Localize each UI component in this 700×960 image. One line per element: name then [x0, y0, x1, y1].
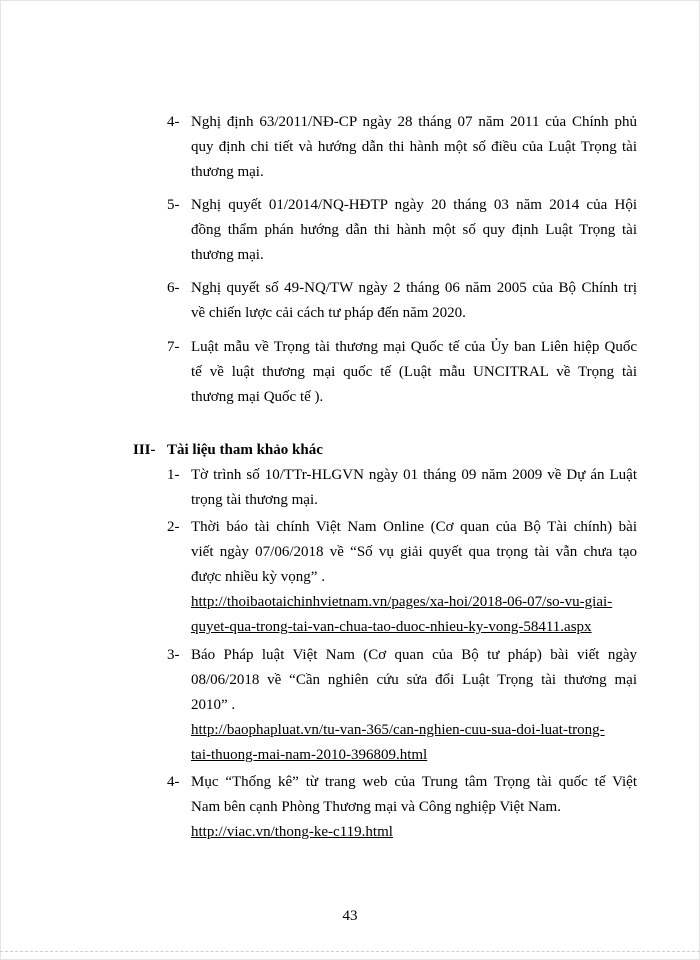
item-number: 3-	[167, 647, 180, 663]
section-number: III-	[133, 442, 156, 458]
item-text-line: Nghị quyết số 49-NQ/TW ngày 2 tháng 06 năm 2005 của Bộ Chính trị	[191, 280, 637, 296]
page-bottom-divider	[0, 951, 700, 952]
item-text-line: 2010” .	[191, 697, 236, 713]
section-title: Tài liệu tham khảo khác	[167, 442, 323, 458]
item-text-line: Luật mẫu về Trọng tài thương mại Quốc tế của Ủy ban Liên hiệp Quốc	[191, 339, 637, 355]
item-number: 2-	[167, 519, 180, 535]
item-text-line: thương mại Quốc tế ).	[191, 389, 324, 405]
item-number: 1-	[167, 467, 180, 483]
item-text-line: 08/06/2018 về “Cần nghiên cứu sửa đổi Luật Trọng tài thương mại	[191, 672, 637, 688]
reference-link[interactable]: http://baophapluat.vn/tu-van-365/can-nghien-cuu-sua-doi-luat-trong-	[191, 722, 605, 738]
item-text-line: thương mại.	[191, 164, 264, 180]
item-text-line: viết ngày 07/06/2018 về “Số vụ giải quyết qua trọng tài vẫn chưa tạo	[191, 544, 637, 560]
item-text-line: Nam bên cạnh Phòng Thương mại và Công nghiệp Việt Nam.	[191, 799, 561, 815]
item-number: 7-	[167, 339, 180, 355]
reference-link[interactable]: quyet-qua-trong-tai-van-chua-tao-duoc-nhieu-ky-vong-58411.aspx	[191, 619, 592, 635]
item-text-line: Mục “Thống kê” từ trang web của Trung tâm Trọng tài quốc tế Việt	[191, 774, 637, 790]
reference-link[interactable]: http://viac.vn/thong-ke-c119.html	[191, 824, 393, 840]
item-text-line: đồng thẩm phán hướng dẫn thi hành một số quy định Luật Trọng tài	[191, 222, 637, 238]
item-text-line: Tờ trình số 10/TTr-HLGVN ngày 01 tháng 09 năm 2009 về Dự án Luật	[191, 467, 637, 483]
item-text-line: Thời báo tài chính Việt Nam Online (Cơ quan của Bộ Tài chính) bài	[191, 519, 637, 535]
item-text-line: thương mại.	[191, 247, 264, 263]
item-number: 4-	[167, 774, 180, 790]
section-heading	[133, 438, 323, 463]
reference-link[interactable]: tai-thuong-mai-nam-2010-396809.html	[191, 747, 428, 763]
item-number: 4-	[167, 114, 180, 130]
item-text-line: được nhiều kỳ vọng” .	[191, 569, 325, 585]
item-text-line: Báo Pháp luật Việt Nam (Cơ quan của Bộ tư pháp) bài viết ngày	[191, 647, 637, 663]
item-number: 6-	[167, 280, 180, 296]
item-text-line: tế về luật thương mại quốc tế (Luật mẫu UNCITRAL về Trọng tài	[191, 364, 637, 380]
item-text-line: Nghị định 63/2011/NĐ-CP ngày 28 tháng 07 năm 2011 của Chính phủ	[191, 114, 637, 130]
reference-link[interactable]: http://thoibaotaichinhvietnam.vn/pages/xa-hoi/2018-06-07/so-vu-giai-	[191, 594, 613, 610]
item-text-line: quy định chi tiết và hướng dẫn thi hành một số điều của Luật Trọng tài	[191, 139, 637, 155]
item-text-line: Nghị quyết 01/2014/NQ-HĐTP ngày 20 tháng 03 năm 2014 của Hội	[191, 197, 637, 213]
item-text-line: về chiến lược cải cách tư pháp đến năm 2020.	[191, 305, 466, 321]
item-text-line: trọng tài thương mại.	[191, 492, 318, 508]
item-number: 5-	[167, 197, 180, 213]
page-number: 43	[342, 908, 358, 924]
